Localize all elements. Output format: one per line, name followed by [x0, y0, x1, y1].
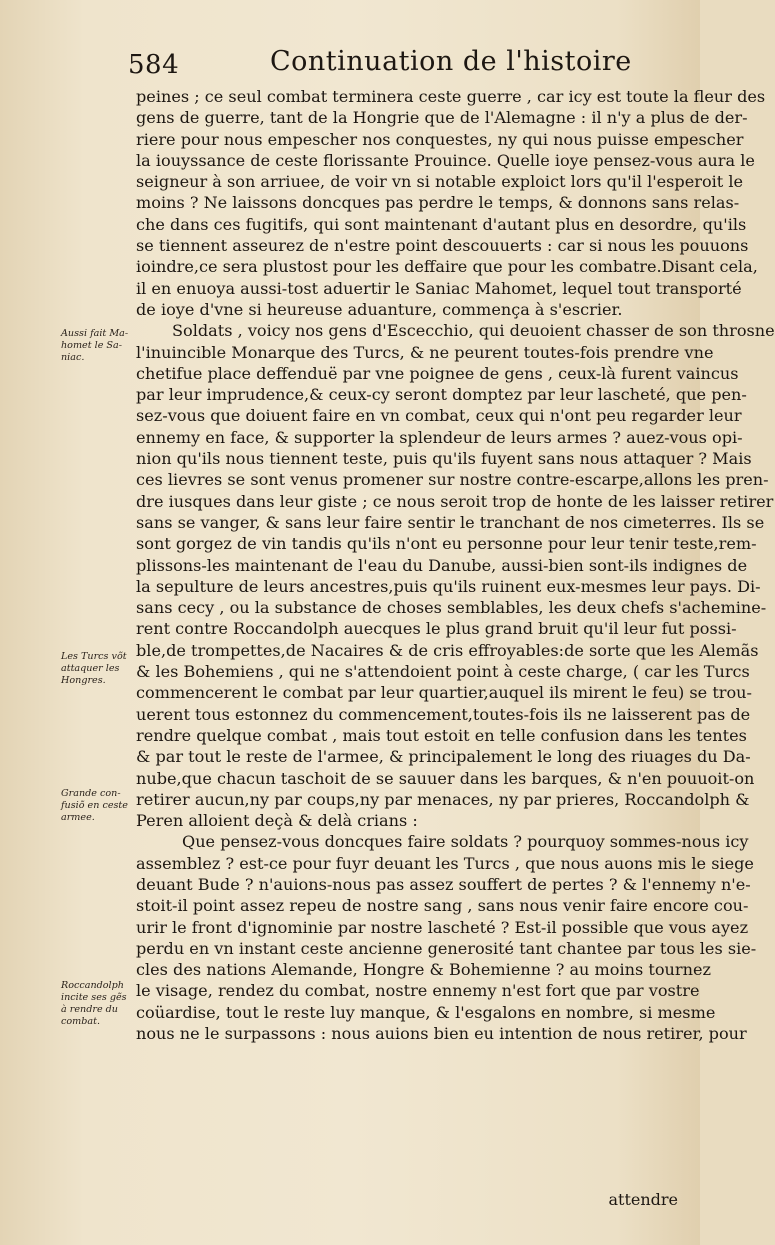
- text-line: assemblez ? est-ce pour fuyr deuant les Turcs , que nous auons mis le siege: [136, 853, 754, 873]
- text-line: commencerent le combat par leur quartier,auquel ils mirent le feu) se trou-: [136, 683, 752, 703]
- text-line: riere pour nous empescher nos conquestes, ny qui nous puisse empescher: [136, 129, 744, 149]
- text-line: ennemy en face, & supporter la splendeur de leurs armes ? auez-vous opi-: [136, 427, 743, 447]
- text-line: gens de guerre, tant de la Hongrie que de l'Alemagne : il n'y a plus de der-: [136, 108, 748, 128]
- text-line: sans se vanger, & sans leur faire sentir le tranchant de nos cimeterres. Ils se: [136, 512, 765, 532]
- margin-note-line: armee.: [61, 812, 95, 823]
- page-header: [120, 46, 680, 86]
- main-text: [136, 86, 775, 1044]
- text-line: sans cecy , ou la substance de choses semblables, les deux chefs s'achemine-: [136, 598, 767, 618]
- margin-note-line: Les Turcs võt: [61, 651, 127, 662]
- margin-note-line: homet le Sa-: [61, 340, 122, 351]
- text-line: sont gorgez de vin tandis qu'ils n'ont eu personne pour leur tenir teste,rem-: [136, 534, 757, 554]
- text-line: stoit-il point assez repeu de nostre sang , sans nous venir faire encore cou-: [136, 896, 749, 916]
- text-line: la sepulture de leurs ancestres,puis qu'ils ruinent eux-mesmes leur pays. Di-: [136, 576, 761, 596]
- text-line: retirer aucun,ny par coups,ny par menaces, ny par prieres, Roccandolph &: [136, 789, 750, 809]
- text-line: urir le front d'ignominie par nostre lascheté ? Est-il possible que vous ayez: [136, 917, 749, 937]
- text-line: Peren alloient deçà & delà crians :: [136, 811, 418, 831]
- text-line: chetifue place deffenduë par vne poignee de gens , ceux-là furent vaincus: [136, 363, 739, 383]
- margin-note-line: attaquer les: [61, 663, 120, 674]
- margin-note-line: Hongres.: [61, 675, 106, 686]
- margin-note-mahomet: [61, 328, 133, 364]
- text-line: l'inuincible Monarque des Turcs, & ne peurent toutes-fois prendre vne: [136, 342, 714, 362]
- text-line: & par tout le reste de l'armee, & principalement le long des riuages du Da-: [136, 747, 751, 767]
- margin-note-line: incite ses gẽs: [61, 992, 127, 1003]
- text-line: se tiennent asseurez de n'estre point descouuerts : car si nous les pouuons: [136, 236, 749, 256]
- text-line: uerent tous estonnez du commencement,toutes-fois ils ne laisserent pas de: [136, 704, 751, 724]
- text-line: perdu en vn instant ceste ancienne generosité tant chantee par tous les sie-: [136, 938, 757, 958]
- text-line: coüardise, tout le reste luy manque, & l'esgalons en nombre, si mesme: [136, 1002, 716, 1022]
- text-line: nion qu'ils nous tiennent teste, puis qu'ils fuyent sans nous attaquer ? Mais: [136, 449, 752, 469]
- text-line: Que pensez-vous doncques faire soldats ? pourquoy sommes-nous icy: [182, 832, 749, 852]
- text-line: peines ; ce seul combat terminera ceste guerre , car icy est toute la fleur des: [136, 87, 766, 106]
- margin-note-turcs: [61, 651, 133, 687]
- running-title: Continuation de l'histoire: [270, 46, 632, 77]
- margin-note-line: Aussi fait Ma-: [61, 328, 129, 339]
- catchword: attendre: [608, 1190, 678, 1209]
- margin-note-line: niac.: [61, 352, 85, 363]
- text-line: ces lievres se sont venus promener sur nostre contre-escarpe,allons les pren-: [136, 470, 769, 490]
- text-line: le visage, rendez du combat, nostre ennemy n'est fort que par vostre: [136, 981, 700, 1001]
- text-line: sez-vous que doiuent faire en vn combat, ceux qui n'ont peu regarder leur: [136, 406, 742, 426]
- text-line: cles des nations Alemande, Hongre & Bohemienne ? au moins tournez: [136, 960, 711, 980]
- text-line: la iouyssance de ceste florissante Prouince. Quelle ioye pensez-vous aura le: [136, 150, 755, 170]
- text-line: moins ? Ne laissons doncques pas perdre le temps, & donnons sans relas-: [136, 193, 740, 213]
- text-line: nous ne le surpassons : nous auions bien eu intention de nous retirer, pour: [136, 1024, 747, 1044]
- text-line: de ioye d'vne si heureuse aduanture, commença à s'escrier.: [136, 299, 623, 319]
- margin-note-line: Roccandolph: [61, 980, 124, 991]
- margin-note-line: fusiõ en ceste: [61, 800, 128, 811]
- margin-note-roccandolph: [61, 980, 133, 1028]
- text-line: nube,que chacun taschoit de se sauuer dans les barques, & n'en pouuoit-on: [136, 768, 755, 788]
- text-line: ble,de trompettes,de Nacaires & de cris effroyables:de sorte que les Alemãs: [136, 640, 759, 660]
- page-number: 584: [128, 50, 180, 80]
- margin-note-line: Grande con-: [61, 788, 121, 799]
- text-line: deuant Bude ? n'auions-nous pas assez souffert de pertes ? & l'ennemy n'e-: [136, 874, 751, 894]
- text-line: & les Bohemiens , qui ne s'attendoient point à ceste charge, ( car les Turcs: [136, 662, 750, 682]
- margin-note-confusion: [61, 788, 133, 824]
- text-line: il en enuoya aussi-tost aduertir le Saniac Mahomet, lequel tout transporté: [136, 278, 742, 298]
- margin-note-line: à rendre du: [61, 1004, 118, 1015]
- text-line: plissons-les maintenant de l'eau du Danube, aussi-bien sont-ils indignes de: [136, 555, 748, 575]
- margin-note-line: combat.: [61, 1016, 101, 1027]
- text-line: seigneur à son arriuee, de voir vn si notable exploict lors qu'il l'esperoit le: [136, 172, 744, 192]
- text-line: Soldats , voicy nos gens d'Escecchio, qui deuoient chasser de son throsne: [172, 321, 775, 341]
- text-line: dre iusques dans leur giste ; ce nous seroit trop de honte de les laisser retirer: [136, 491, 774, 511]
- text-line: par leur imprudence,& ceux-cy seront domptez par leur lascheté, que pen-: [136, 385, 747, 405]
- text-line: ioindre,ce sera plustost pour les deffaire que pour les combatre.Disant cela,: [136, 257, 758, 277]
- text-line: rent contre Roccandolph auecques le plus grand bruit qu'il leur fut possi-: [136, 619, 737, 639]
- text-line: che dans ces fugitifs, qui sont maintenant d'autant plus en desordre, qu'ils: [136, 214, 747, 234]
- text-line: rendre quelque combat , mais tout estoit en telle confusion dans les tentes: [136, 725, 747, 745]
